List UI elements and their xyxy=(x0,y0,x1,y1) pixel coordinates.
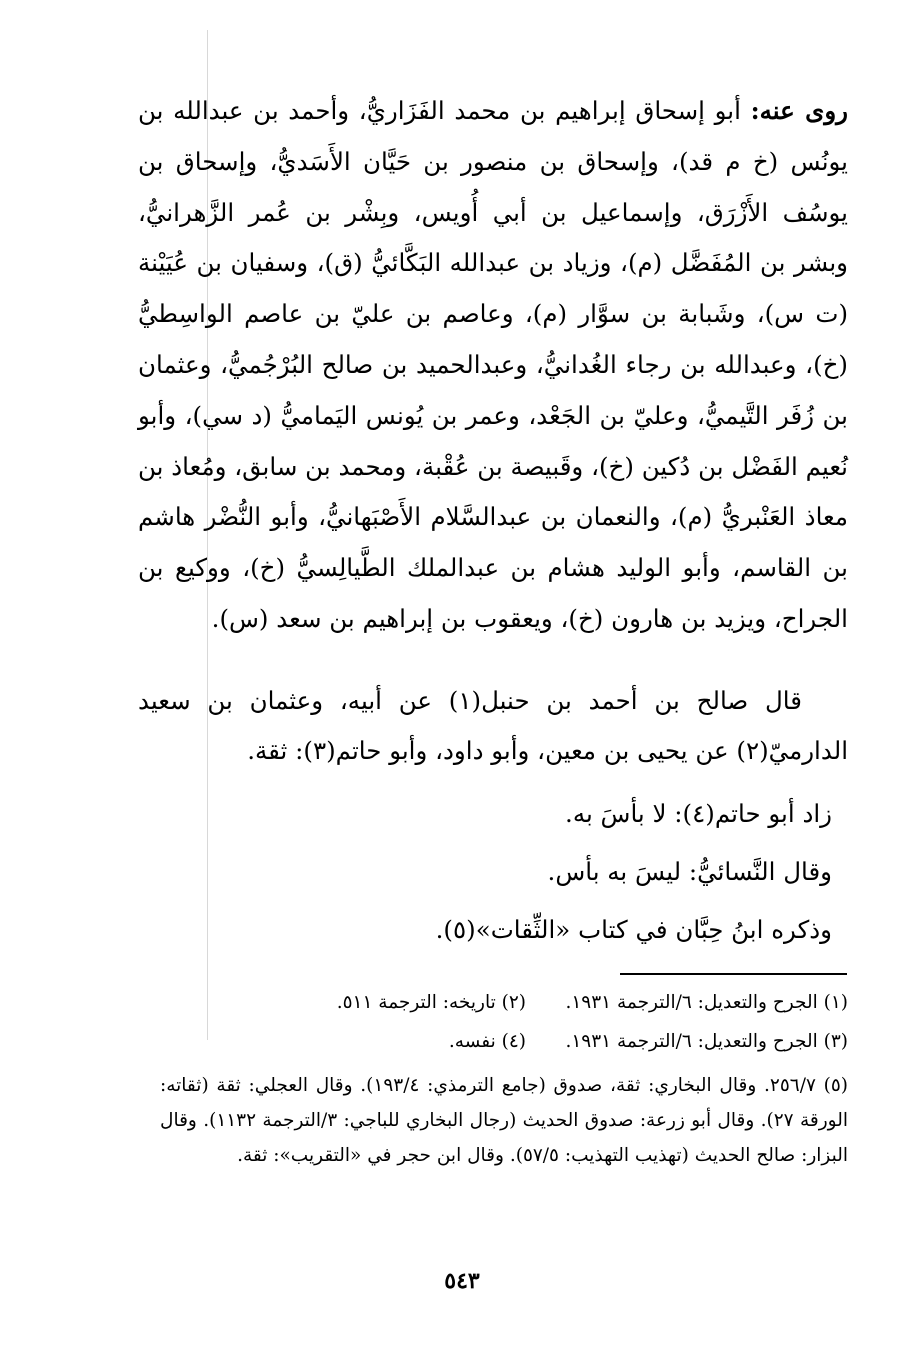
footnote-1: (١) الجرح والتعديل: ٦/الترجمة ١٩٣١. xyxy=(565,992,848,1013)
footnote-4: (٤) نفسه. xyxy=(448,1031,526,1052)
narrators-paragraph xyxy=(138,86,848,645)
footnote-5: (٥) ٢٥٦/٧. وقال البخاري: ثقة، صدوق (جامع الترمذي: ١٩٣/٤). وقال العجلي: ثقة (ثقاته: الورقة ٢٧). وقال أبو زرعة: صدوق الحديث (رجال البخاري للباجي: ٣/الترجمة ١١٣٢). وقال البزار: صالح الحديث (تهذيب التهذيب: ٥٧/٥). وقال ابن حجر في «التقريب»: ثقة. xyxy=(160,1075,848,1166)
page-number: ٥٤٣ xyxy=(444,1268,480,1294)
footnote-2: (٢) تاريخه: الترجمة ٥١١. xyxy=(336,992,526,1013)
footnote-separator xyxy=(620,973,847,975)
narrators-text: أبو إسحاق إبراهيم بن محمد الفَزَاريُّ، وأحمد بن عبدالله بن يونُس (خ م قد)، وإسحاق بن منصور بن حَيَّان الأَسَديُّ، وإسحاق بن يوسُف الأَزْرَق، وإسماعيل بن أبي أُويس، وبِشْر بن عُمر الزَّهرانيُّ، وبشر بن المُفَضَّل (م)، وزياد بن عبدالله البَكَّائيُّ (ق)، وسفيان بن عُيَيْنة (ت س)، وشَبابة بن سوَّار (م)، وعاصم بن عليّ بن عاصم الواسِطيُّ (خ)، وعبدالله بن رجاء الغُدانيُّ، وعبدالحميد بن صالح البُرْجُميُّ، وعثمان بن زُفَر التَّيميُّ، وعليّ بن الجَعْد، وعمر بن يُونس اليَماميُّ (د سي)، وأبو نُعيم الفَضْل بن دُكين (خ)، وقَبيصة بن عُقْبة، ومحمد بن سابق، ومُعاذ بن معاذ العَنْبريُّ (م)، والنعمان بن عبدالسَّلام الأَصْبَهانيُّ، وأبو النُّضْر هاشم بن القاسم، وأبو الوليد هشام بن عبدالملك الطَّيالِسيُّ (خ)، ووكيع بن الجراح، ويزيد بن هارون (خ)، ويعقوب بن إبراهيم بن سعد (س). xyxy=(138,96,848,633)
ibn-hibban-line: وذكره ابنُ حِبَّان في كتاب «الثِّقات»(٥). xyxy=(435,915,832,944)
rulings-paragraph: قال صالح بن أحمد بن حنبل(١) عن أبيه، وعثمان بن سعيد الدارميّ(٢) عن يحيى بن معين، وأبو داود، وأبو حاتم(٣): ثقة. xyxy=(138,686,848,765)
footnote-3: (٣) الجرح والتعديل: ٦/الترجمة ١٩٣١. xyxy=(565,1031,848,1052)
narrators-label: روى عنه: xyxy=(750,96,848,125)
abu-hatim-line: زاد أبو حاتم(٤): لا بأسَ به. xyxy=(565,799,832,828)
nasai-line: وقال النَّسائيُّ: ليسَ به بأس. xyxy=(547,857,832,886)
